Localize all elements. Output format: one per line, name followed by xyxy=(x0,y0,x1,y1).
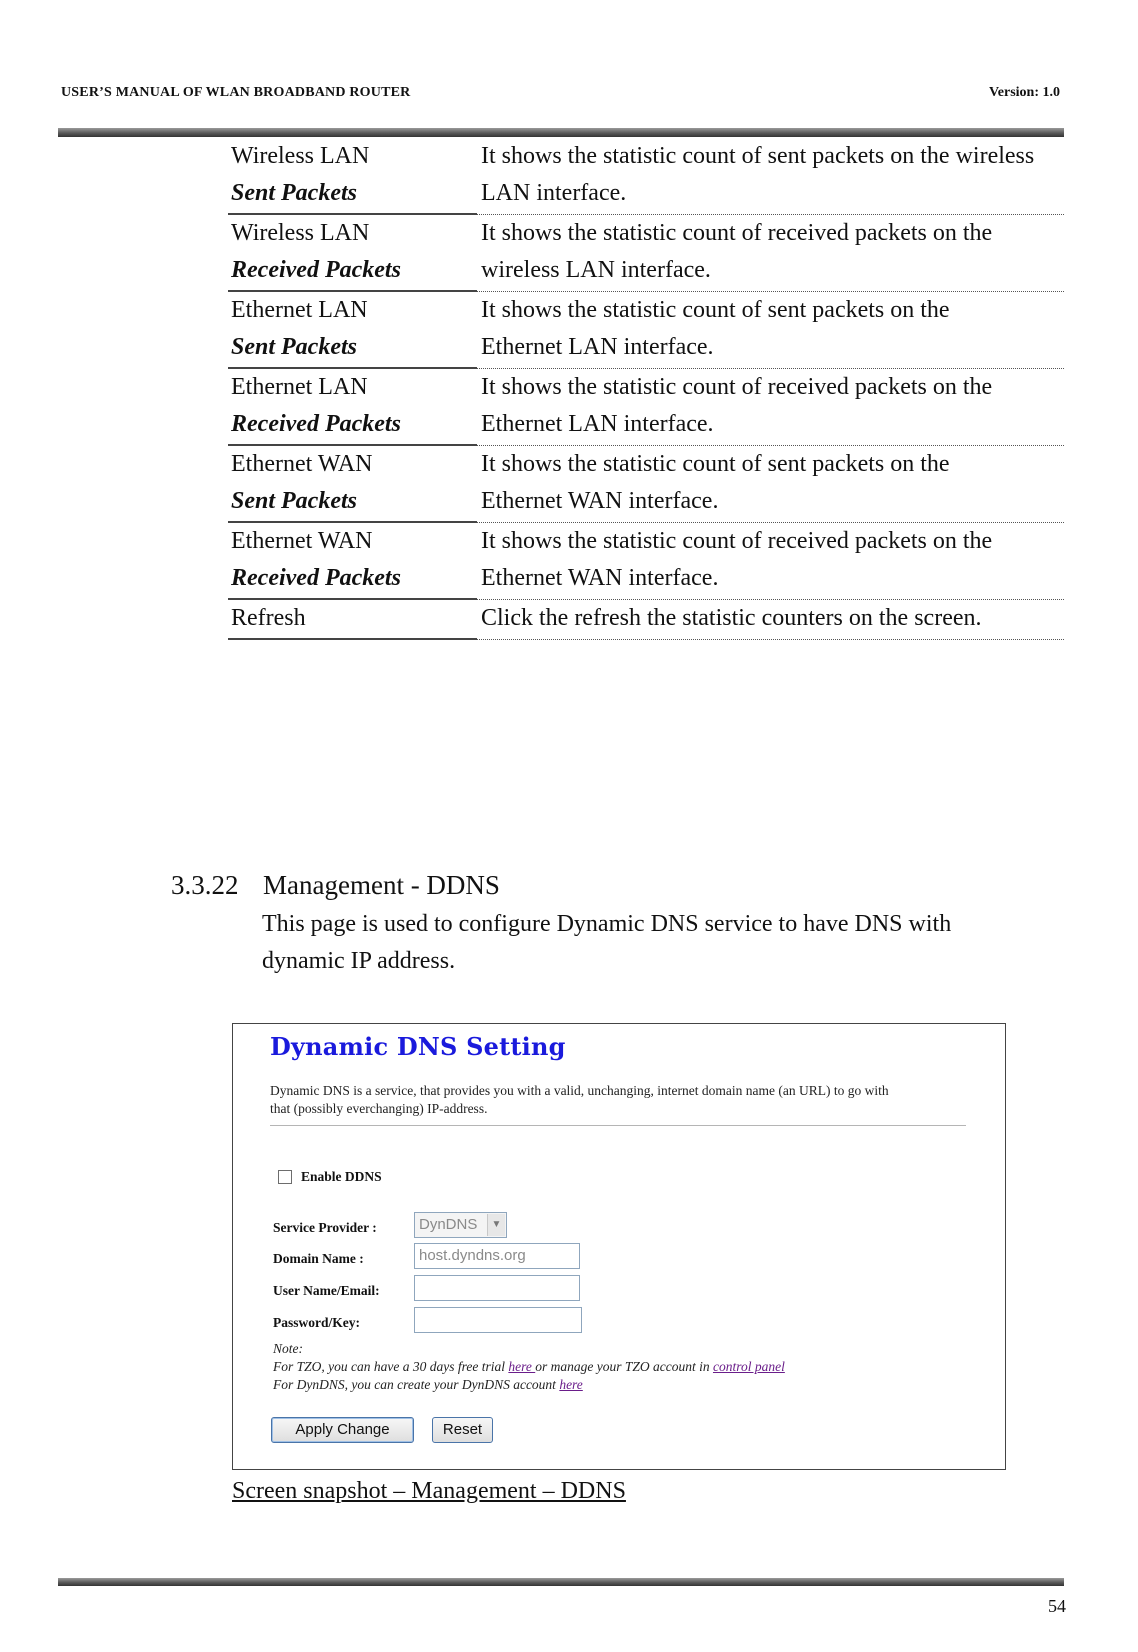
dyndns-account-link[interactable]: here xyxy=(559,1377,583,1392)
term-cell: Ethernet LAN Received Packets xyxy=(228,368,477,445)
table-row xyxy=(228,522,1064,599)
service-provider-label: Service Provider : xyxy=(273,1220,377,1235)
description-cell: It shows the statistic count of received packets on the Ethernet WAN interface. xyxy=(477,522,1064,599)
apply-change-button[interactable]: Apply Change xyxy=(271,1417,414,1443)
term-cell: Ethernet WAN Received Packets xyxy=(228,522,477,599)
user-name-input[interactable] xyxy=(414,1275,580,1301)
term-cell: Ethernet LAN Sent Packets xyxy=(228,291,477,368)
section-intro: This page is used to configure Dynamic DNS service to have DNS with dynamic IP address. xyxy=(262,911,952,974)
table-row xyxy=(228,214,1064,291)
service-provider-select[interactable]: DynDNS ▼ xyxy=(414,1212,507,1238)
description-cell: It shows the statistic count of sent packets on the wireless LAN interface. xyxy=(477,138,1064,214)
ddns-screenshot xyxy=(232,1023,1006,1470)
enable-ddns-row[interactable] xyxy=(278,1169,382,1185)
table-row xyxy=(228,445,1064,522)
password-label: Password/Key: xyxy=(273,1315,360,1330)
ddns-note: Note: For TZO, you can have a 30 days free trial here or manage your TZO account in control panel For DynDNS, you can create your DynDNS account here xyxy=(273,1341,785,1392)
table-row xyxy=(228,599,1064,639)
domain-name-input[interactable]: host.dyndns.org xyxy=(414,1243,580,1269)
password-input[interactable] xyxy=(414,1307,582,1333)
version-label: Version: 1.0 xyxy=(988,85,1060,100)
chevron-down-icon: ▼ xyxy=(487,1214,505,1236)
user-name-label: User Name/Email: xyxy=(273,1283,380,1298)
note-label: Note: xyxy=(273,1341,303,1356)
description-cell: Click the refresh the statistic counters on the screen. xyxy=(477,599,1064,639)
term-cell: Ethernet WAN Sent Packets xyxy=(228,445,477,522)
page-number: 54 xyxy=(1048,1596,1066,1616)
table-row xyxy=(228,138,1064,214)
description-cell: It shows the statistic count of sent packets on the Ethernet LAN interface. xyxy=(477,291,1064,368)
enable-ddns-label: Enable DDNS xyxy=(301,1169,382,1184)
ddns-page-title: Dynamic DNS Setting xyxy=(270,1032,566,1061)
table-row xyxy=(228,368,1064,445)
term-cell: Refresh xyxy=(228,599,477,639)
description-cell: It shows the statistic count of received packets on the wireless LAN interface. xyxy=(477,214,1064,291)
section-number: 3.3.22 xyxy=(171,870,239,900)
term-cell: Wireless LAN Received Packets xyxy=(228,214,477,291)
divider xyxy=(270,1125,966,1126)
ddns-description: Dynamic DNS is a service, that provides you with a valid, unchanging, internet domain name (an URL) to go with that (possibly everchanging) IP-address. xyxy=(270,1083,889,1116)
table-row xyxy=(228,291,1064,368)
statistics-definitions-table xyxy=(228,138,1064,640)
manual-title: USER’S MANUAL OF WLAN BROADBAND ROUTER xyxy=(61,85,411,100)
figure-caption: Screen snapshot – Management – DDNS xyxy=(232,1478,626,1504)
tzo-control-panel-link[interactable]: control panel xyxy=(712,1359,785,1374)
domain-name-label: Domain Name : xyxy=(273,1251,364,1266)
header-rule xyxy=(58,128,1064,137)
tzo-trial-link[interactable]: here xyxy=(508,1359,536,1374)
enable-ddns-checkbox[interactable] xyxy=(278,1170,292,1184)
description-cell: It shows the statistic count of sent packets on the Ethernet WAN interface. xyxy=(477,445,1064,522)
section-title: Management - DDNS xyxy=(263,870,500,900)
description-cell: It shows the statistic count of received packets on the Ethernet LAN interface. xyxy=(477,368,1064,445)
term-cell: Wireless LAN Sent Packets xyxy=(228,138,477,214)
reset-button[interactable]: Reset xyxy=(432,1417,493,1443)
footer-rule xyxy=(58,1578,1064,1586)
section-heading xyxy=(171,870,500,901)
